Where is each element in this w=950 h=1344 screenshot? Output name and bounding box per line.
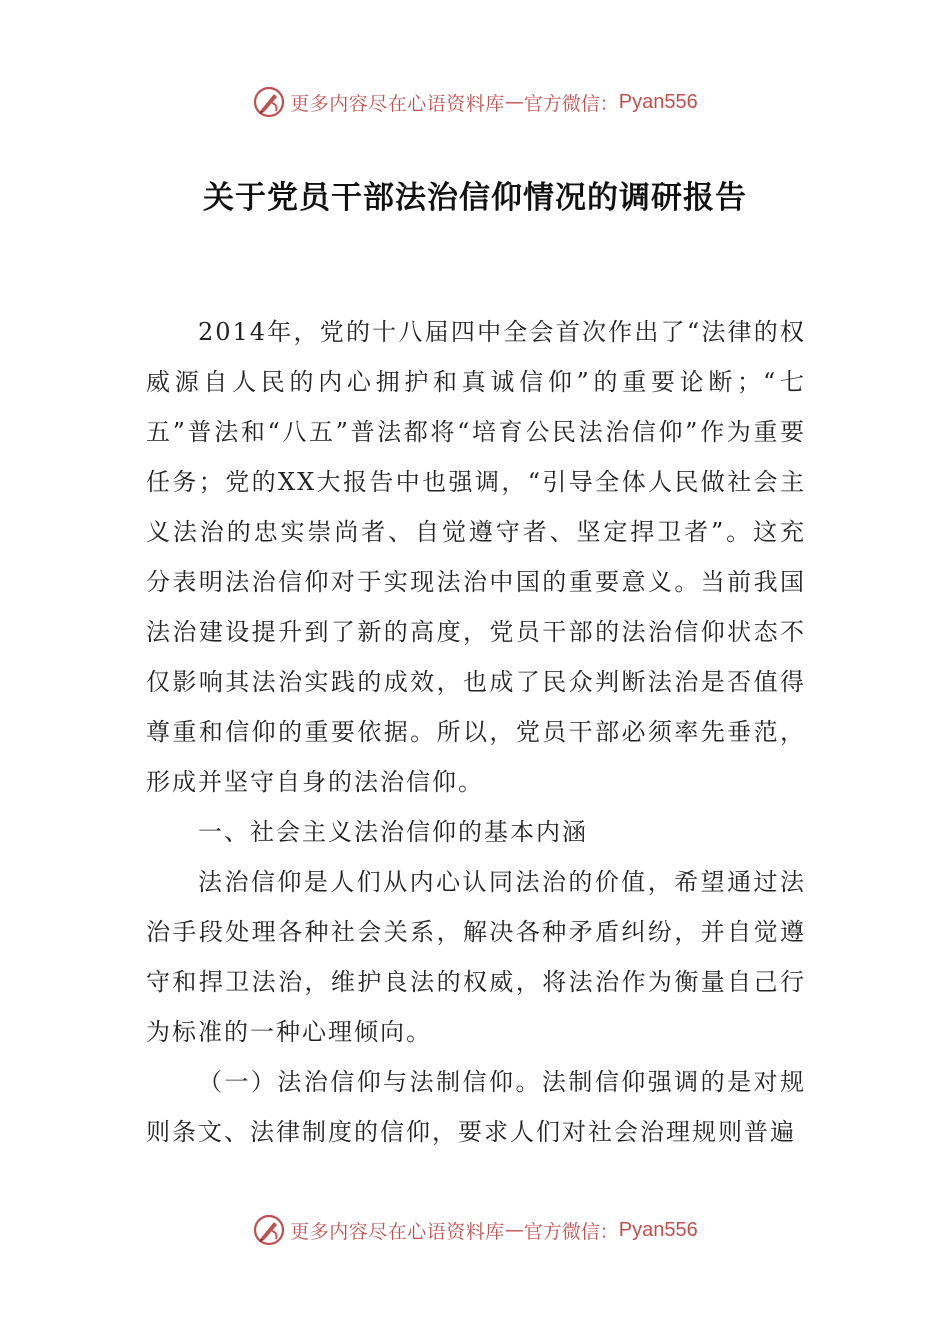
banner-separator: — <box>504 1219 524 1241</box>
banner-official-label: 官方微信： <box>523 1220 619 1243</box>
paragraph-intro: 2014年，党的十八届四中全会首次作出了“法律的权威源自人民的内心拥护和真诚信仰”的重要论断；“七五”普法和“八五”普法都将“培育公民法治信仰”作为重要任务；党的XX大报告中也强调，“引导全体人民做社会主义法治的忠实崇尚者、自觉遵守者、坚定捍卫者”。这充分表明法治信仰对于实现法治中国的重要意义。当前我国法治建设提升到了新的高度，党员干部的法治信仰状态不仅影响其法治实践的成效，也成了民众判断法治是否值得尊重和信仰的重要依据。所以，党员干部必须率先垂范，形成并坚守自身的法治信仰。 <box>146 318 806 796</box>
pen-logo-icon <box>252 1213 286 1247</box>
banner-official-label: 官方微信： <box>523 92 619 115</box>
banner-slogan: 更多内容尽在心语资料库 <box>290 1220 505 1243</box>
section-heading-1: 一、社会主义法治信仰的基本内涵 <box>198 818 588 846</box>
banner-separator: — <box>504 91 524 113</box>
document-body <box>146 307 806 1157</box>
banner-wechat-id: Pyan556 <box>618 90 698 113</box>
paragraph-subsection-1: （一）法治信仰与法制信仰。法制信仰强调的是对规则条文、法律制度的信仰，要求人们对社会治理规则普遍 <box>146 1068 806 1146</box>
pen-logo-icon <box>252 85 286 119</box>
banner-slogan: 更多内容尽在心语资料库 <box>290 92 505 115</box>
footer-banner <box>0 1210 950 1250</box>
document-title: 关于党员干部法治信仰情况的调研报告 <box>203 180 747 216</box>
paragraph-definition: 法治信仰是人们从内心认同法治的价值，希望通过法治手段处理各种社会关系，解决各种矛盾纠纷，并自觉遵守和捍卫法治，维护良法的权威，将法治作为衡量自己行为标准的一种心理倾向。 <box>146 868 806 1046</box>
header-banner <box>0 82 950 122</box>
banner-wechat-id: Pyan556 <box>618 1218 698 1241</box>
